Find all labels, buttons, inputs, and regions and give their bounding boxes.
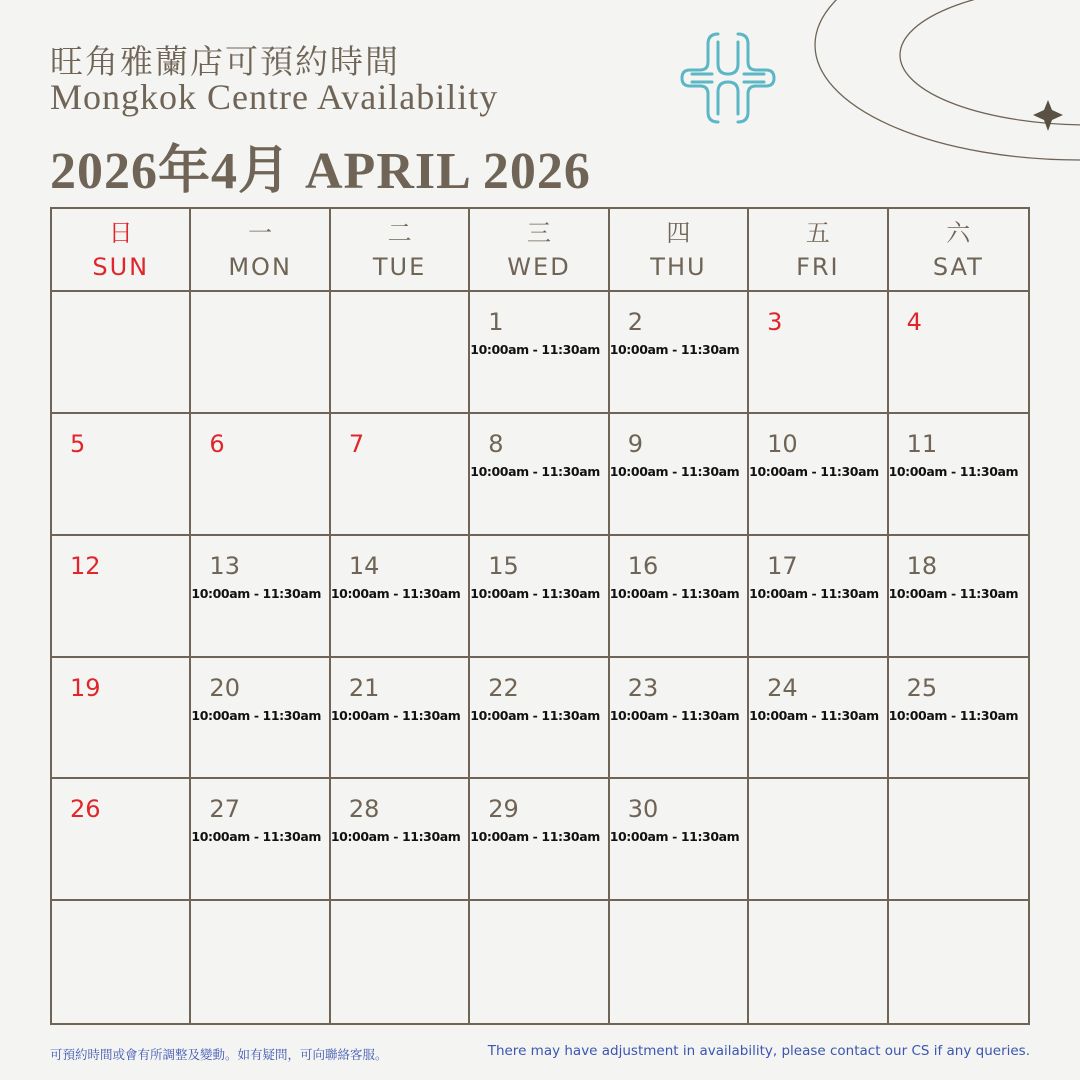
day-number: 21 — [348, 673, 380, 702]
time-slot: 10:00am - 11:30am — [888, 585, 1019, 601]
time-slot: 10:00am - 11:30am — [330, 585, 461, 601]
time-slot: 10:00am - 11:30am — [191, 829, 322, 845]
empty-day-cell — [610, 901, 749, 1023]
day-number: 13 — [209, 551, 240, 580]
page-title-zh: 旺角雅蘭店可預約時間 — [50, 42, 400, 81]
day-cell-25[interactable] — [889, 658, 1028, 780]
weekday-zh-label: 四 — [666, 219, 691, 247]
day-number: 23 — [627, 673, 659, 702]
day-cell-10[interactable] — [749, 414, 888, 536]
time-slot: 10:00am - 11:30am — [470, 463, 600, 479]
day-number: 25 — [906, 673, 938, 702]
empty-day-cell — [331, 901, 470, 1023]
time-slot: 10:00am - 11:30am — [470, 342, 600, 357]
day-number: 14 — [348, 551, 380, 580]
weekday-header-tue — [331, 209, 470, 292]
time-slot: 10:00am - 11:30am — [749, 585, 879, 601]
weekday-header-sat — [889, 209, 1028, 292]
day-cell-18[interactable] — [889, 536, 1028, 658]
time-slot: 10:00am - 11:30am — [330, 707, 461, 723]
time-slot: 10:00am - 11:30am — [470, 585, 600, 601]
day-number: 30 — [627, 795, 659, 824]
empty-day-cell — [749, 901, 888, 1023]
day-cell-9[interactable] — [610, 414, 749, 536]
page-title-en: Mongkok Centre Availability — [50, 77, 499, 117]
day-number: 9 — [627, 429, 643, 458]
day-number: 3 — [767, 308, 783, 336]
empty-day-cell — [470, 901, 609, 1023]
footer-note-zh: 可預約時間或會有所調整及變動。如有疑問，可向聯絡客服。 — [50, 1047, 388, 1062]
day-number: 26 — [70, 795, 101, 824]
day-number: 16 — [627, 551, 659, 580]
day-number: 12 — [70, 551, 101, 580]
day-cell-30[interactable] — [610, 779, 749, 901]
day-cell-4[interactable] — [889, 292, 1028, 414]
time-slot: 10:00am - 11:30am — [888, 707, 1019, 723]
month-label: 2026年4月 APRIL 2026 — [50, 143, 591, 200]
day-number: 6 — [209, 429, 225, 458]
day-cell-12[interactable] — [52, 536, 191, 658]
sparkle-icon — [1033, 100, 1063, 131]
day-number: 5 — [70, 429, 86, 458]
day-cell-5[interactable] — [52, 414, 191, 536]
day-cell-1[interactable] — [470, 292, 609, 414]
time-slot: 10:00am - 11:30am — [191, 707, 322, 723]
time-slot: 10:00am - 11:30am — [470, 829, 600, 845]
cross-logo-icon — [678, 28, 778, 128]
time-slot: 10:00am - 11:30am — [749, 463, 879, 479]
day-cell-11[interactable] — [889, 414, 1028, 536]
weekday-header-wed — [470, 209, 609, 292]
time-slot: 10:00am - 11:30am — [609, 342, 740, 357]
time-slot: 10:00am - 11:30am — [470, 707, 600, 723]
time-slot: 10:00am - 11:30am — [330, 829, 461, 845]
time-slot: 10:00am - 11:30am — [191, 585, 322, 601]
calendar-grid — [50, 207, 1030, 1025]
weekday-en-label: SUN — [92, 253, 150, 281]
day-cell-8[interactable] — [470, 414, 609, 536]
weekday-header-mon — [191, 209, 330, 292]
day-number: 11 — [906, 429, 938, 458]
day-number: 10 — [767, 429, 798, 458]
weekday-en-label: WED — [507, 253, 571, 281]
weekday-zh-label: 六 — [946, 219, 971, 247]
weekday-header-sun — [52, 209, 191, 292]
day-number: 15 — [488, 551, 519, 580]
day-cell-2[interactable] — [610, 292, 749, 414]
weekday-en-label: TUE — [372, 253, 427, 281]
weekday-en-label: THU — [650, 253, 707, 281]
weekday-zh-label: 二 — [387, 219, 412, 247]
weekday-en-label: SAT — [932, 253, 984, 281]
weekday-header-fri — [749, 209, 888, 292]
day-number: 20 — [209, 673, 240, 702]
weekday-zh-label: 一 — [248, 219, 273, 247]
day-cell-3[interactable] — [749, 292, 888, 414]
weekday-zh-label: 三 — [526, 219, 551, 247]
empty-day-cell — [889, 901, 1028, 1023]
empty-day-cell — [52, 292, 191, 414]
weekday-zh-label: 五 — [805, 219, 830, 247]
day-number: 4 — [906, 308, 922, 336]
day-number: 27 — [209, 795, 240, 824]
empty-day-cell — [52, 901, 191, 1023]
day-cell-24[interactable] — [749, 658, 888, 780]
empty-day-cell — [191, 292, 330, 414]
day-cell-23[interactable] — [610, 658, 749, 780]
day-number: 22 — [488, 673, 519, 702]
time-slot: 10:00am - 11:30am — [609, 707, 740, 723]
day-cell-7[interactable] — [331, 414, 470, 536]
time-slot: 10:00am - 11:30am — [609, 463, 740, 479]
day-number: 8 — [488, 429, 504, 458]
weekday-header-thu — [610, 209, 749, 292]
day-number: 7 — [348, 429, 365, 458]
day-cell-27[interactable] — [191, 779, 330, 901]
day-cell-22[interactable] — [470, 658, 609, 780]
day-cell-17[interactable] — [749, 536, 888, 658]
day-number: 2 — [627, 308, 643, 336]
day-cell-15[interactable] — [470, 536, 609, 658]
day-cell-29[interactable] — [470, 779, 609, 901]
day-cell-13[interactable] — [191, 536, 330, 658]
time-slot: 10:00am - 11:30am — [888, 463, 1019, 479]
day-cell-21[interactable] — [331, 658, 470, 780]
day-cell-26[interactable] — [52, 779, 191, 901]
day-number: 17 — [767, 551, 798, 580]
weekday-en-label: MON — [228, 253, 292, 281]
day-cell-20[interactable] — [191, 658, 330, 780]
empty-day-cell — [331, 292, 470, 414]
empty-day-cell — [749, 779, 888, 901]
time-slot: 10:00am - 11:30am — [609, 585, 740, 601]
day-cell-6[interactable] — [191, 414, 330, 536]
weekday-en-label: FRI — [796, 253, 840, 281]
day-number: 24 — [767, 673, 798, 702]
footer-note-en: There may have adjustment in availability, please contact our CS if any queries. — [487, 1043, 1030, 1059]
day-cell-19[interactable] — [52, 658, 191, 780]
weekday-zh-label: 日 — [108, 219, 133, 247]
day-number: 1 — [488, 308, 504, 336]
day-number: 19 — [70, 673, 101, 702]
time-slot: 10:00am - 11:30am — [749, 707, 879, 723]
day-number: 28 — [348, 795, 380, 824]
day-cell-16[interactable] — [610, 536, 749, 658]
time-slot: 10:00am - 11:30am — [609, 829, 740, 845]
day-cell-14[interactable] — [331, 536, 470, 658]
empty-day-cell — [889, 779, 1028, 901]
empty-day-cell — [191, 901, 330, 1023]
day-cell-28[interactable] — [331, 779, 470, 901]
day-number: 18 — [906, 551, 938, 580]
day-number: 29 — [488, 795, 519, 824]
